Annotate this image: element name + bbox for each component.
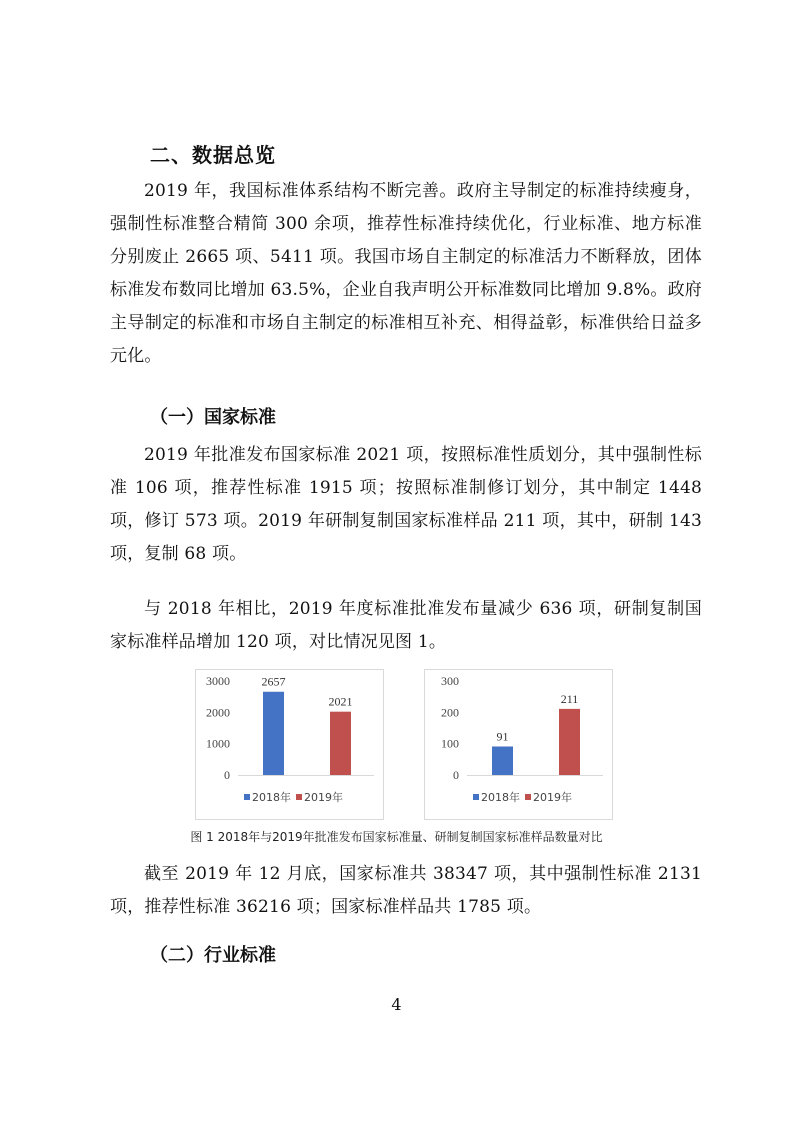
bar-2019 — [559, 709, 580, 775]
data-label: 2021 — [328, 694, 353, 709]
data-label: 211 — [560, 691, 579, 706]
legend-swatch — [296, 794, 302, 800]
subsection-heading-industry: （二）行业标准 — [150, 945, 276, 966]
legend-label: 2018年 — [481, 791, 520, 804]
bar-2018 — [263, 692, 284, 775]
y-tick-label: 0 — [224, 768, 230, 782]
legend-label: 2018年 — [252, 791, 291, 804]
y-tick-label: 100 — [441, 736, 459, 751]
page-number: 4 — [391, 995, 402, 1014]
comparison-paragraph: 与 2018 年相比，2019 年度标准批准发布量减少 636 项，研制复制国家标准样品增加 120 项，对比情况见图 1。 — [110, 599, 702, 652]
bar-2018 — [492, 746, 513, 775]
totals-paragraph: 截至 2019 年 12 月底，国家标准共 38347 项，其中强制性标准 2131 项，推荐性标准 36216 项；国家标准样品共 1785 项。 — [110, 864, 702, 917]
legend-label: 2019年 — [533, 791, 572, 804]
chart-standards-issued-svg — [196, 670, 383, 819]
figure-caption: 图 1 2018年与2019年批准发布国家标准量、研制复制国家标准样品数量对比 — [190, 830, 603, 844]
y-tick-label: 2000 — [206, 705, 230, 720]
bar-2019 — [330, 712, 351, 775]
y-tick-label: 1000 — [206, 736, 230, 751]
national-standards-paragraph: 2019 年批准发布国家标准 2021 项，按照标准性质划分，其中强制性标准 106 项，推荐性标准 1915 项；按照标准制修订划分，其中制定 1448 项，修订 573 项。2019 年研制复制国家标准样品 211 项，其中，研制 143 项，复制 68 项。 — [110, 445, 702, 564]
section-heading: 二、数据总览 — [150, 143, 276, 167]
y-tick-label: 300 — [441, 674, 459, 688]
legend-swatch — [244, 794, 250, 800]
y-tick-label: 0 — [453, 768, 459, 782]
chart-standards-issued — [195, 669, 384, 820]
intro-paragraph: 2019 年，我国标准体系结构不断完善。政府主导制定的标准持续瘦身，强制性标准整合精简 300 余项，推荐性标准持续优化，行业标准、地方标准分别废止 2665 项、5411 项。我国市场自主制定的标准活力不断释放，团体标准发布数同比增加 63.5%，企业自我声明公开标准数同比增加 9.8%。政府主导制定的标准和市场自主制定的标准相互补充、相得益彰，标准供给日益多元化。 — [110, 181, 702, 366]
subsection-heading-national: （一）国家标准 — [150, 407, 276, 428]
legend-label: 2019年 — [304, 791, 343, 804]
data-label: 91 — [496, 729, 509, 744]
legend-swatch — [525, 794, 531, 800]
legend-swatch — [473, 794, 479, 800]
chart-standard-samples-svg — [425, 670, 612, 819]
y-tick-label: 3000 — [206, 674, 230, 688]
y-tick-label: 200 — [441, 705, 459, 720]
data-label: 2657 — [261, 674, 286, 689]
chart-standard-samples — [424, 669, 613, 820]
